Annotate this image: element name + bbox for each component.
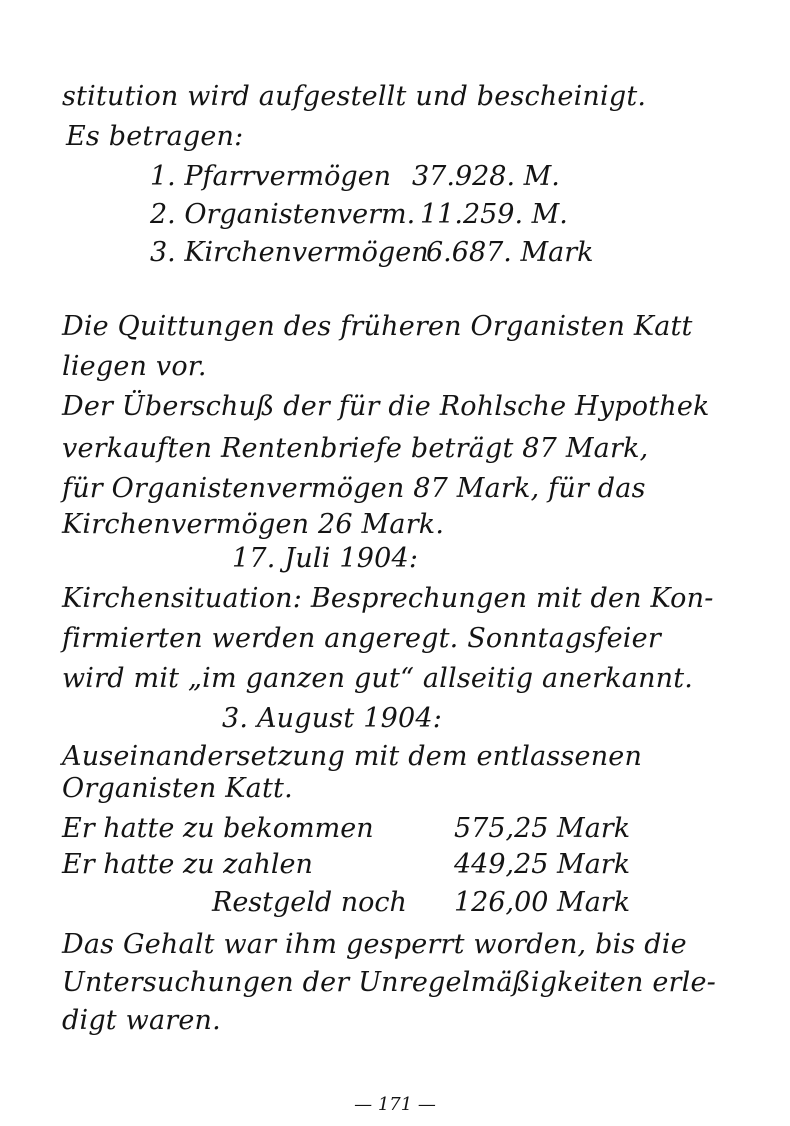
section-date: 17. Juli 1904: — [232, 543, 419, 574]
text-line: Die Quittungen des früheren Organisten Katt — [62, 311, 693, 342]
text-line: Der Überschuß der für die Rohlsche Hypothek — [62, 391, 710, 422]
settlement-label: Er hatte zu zahlen — [62, 849, 313, 880]
section-date: 3. August 1904: — [222, 703, 443, 734]
text-line: firmierten werden angeregt. Sonntagsfeier — [62, 623, 661, 654]
asset-amount: 37.928. M. — [412, 161, 560, 192]
settlement-label: Restgeld noch — [212, 887, 407, 918]
text-line: wird mit „im ganzen gut“ allseitig anerkannt. — [62, 663, 694, 694]
text-line: Kirchensituation: Besprechungen mit den Kon- — [62, 583, 714, 614]
text-line: Auseinandersetzung mit dem entlassenen — [62, 741, 643, 772]
text-line: liegen vor. — [62, 351, 207, 382]
asset-row — [150, 198, 620, 232]
settlement-amount: 575,25 Mark — [454, 813, 631, 844]
text-line: Untersuchungen der Unregelmäßigkeiten erle- — [62, 967, 716, 998]
settlement-row — [62, 886, 682, 920]
text-line: Kirchenvermögen 26 Mark. — [62, 509, 445, 540]
settlement-row — [62, 848, 682, 882]
text-line: Das Gehalt war ihm gesperrt worden, bis die — [62, 929, 687, 960]
settlement-amount: 449,25 Mark — [454, 849, 631, 880]
text-line: verkauften Rentenbriefe beträgt 87 Mark, — [62, 433, 649, 464]
text-line: Es betragen: — [66, 121, 244, 152]
text-line: für Organistenvermögen 87 Mark, für das — [62, 473, 646, 504]
text-line: stitution wird aufgestellt und bescheinigt. — [62, 81, 647, 112]
settlement-label: Er hatte zu bekommen — [62, 813, 374, 844]
asset-label: 3. Kirchenvermögen — [150, 237, 429, 268]
asset-row — [150, 160, 620, 194]
settlement-amount: 126,00 Mark — [454, 887, 631, 918]
asset-amount: 6.687. Mark — [426, 237, 594, 268]
asset-label: 1. Pfarrvermögen — [150, 161, 392, 192]
page-number: — 171 — — [354, 1094, 436, 1115]
asset-row — [150, 236, 620, 270]
asset-label: 2. Organistenverm. — [150, 199, 416, 230]
text-line: Organisten Katt. — [62, 773, 293, 804]
asset-amount: 11.259. M. — [420, 199, 568, 230]
settlement-row — [62, 812, 682, 846]
text-line: digt waren. — [62, 1005, 221, 1036]
